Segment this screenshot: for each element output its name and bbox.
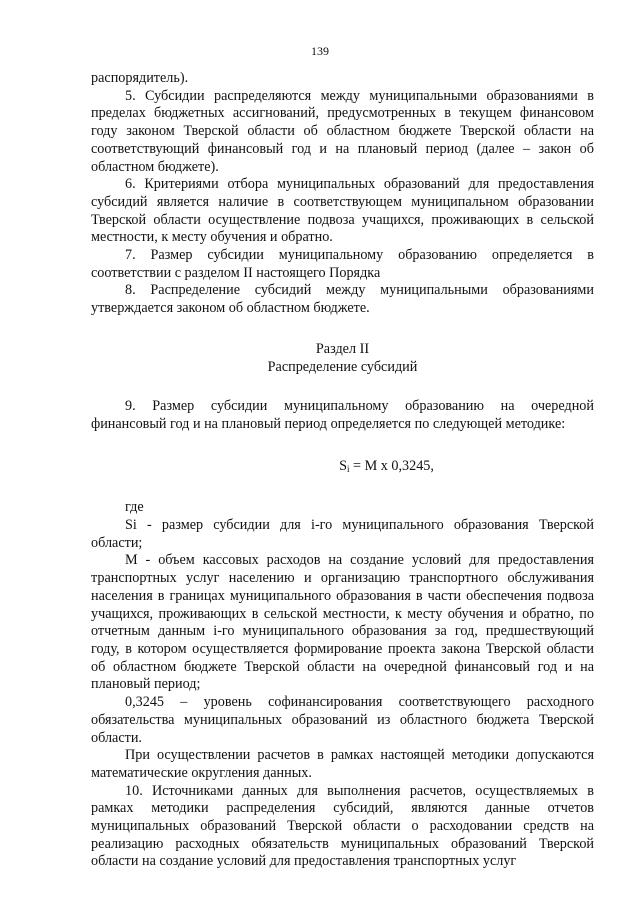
spacer [91, 376, 594, 398]
formula-rhs: = M x 0,3245, [349, 457, 434, 474]
where-label: где [125, 499, 144, 516]
document-body [91, 70, 594, 871]
spacer [91, 475, 594, 499]
formula-subscript: i [346, 463, 350, 474]
paragraph-continuation: распорядитель). [91, 70, 189, 86]
section-number: Раздел II [315, 340, 370, 357]
page-number: 139 [311, 44, 329, 58]
paragraph-7: 7. Размер субсидии муниципальному образованию определяется в соответствии с разделом II настоящего Порядка [91, 247, 594, 281]
paragraph-5: 5. Субсидии распределяются между муниципальными образованиями в пределах бюджетных ассигнований, предусмотренных в текущем финансовом году законом Тверской области об областном бюджете Тверской области на соответствующий финансовый год и на плановый период (далее – закон об областном бюджете). [91, 87, 594, 175]
paragraph-6: 6. Критериями отбора муниципальных образований для предоставления субсидий является наличие в соответствующем муниципальном образовании Тверской области осуществление подвоза учащихся, проживающих в сельской местности, к месту обучения и обратно. [91, 176, 594, 246]
formula-lhs: S [339, 457, 347, 474]
section-title: Распределение субсидий [267, 358, 418, 375]
paragraph-8: 8. Распределение субсидий между муниципальными образованиями утверждается законом об областном бюджете. [91, 282, 594, 317]
rounding-note: При осуществлении расчетов в рамках настоящей методики допускаются математические округления данных. [91, 747, 594, 781]
paragraph-9: 9. Размер субсидии муниципальному образованию на очередной финансовый год и на плановый период определяется по следующей методике: [91, 398, 594, 432]
spacer [91, 434, 594, 458]
formula [91, 458, 594, 476]
spacer [91, 318, 594, 341]
paragraph-10: 10. Источниками данных для выполнения расчетов, осуществляемых в рамках методики распределения субсидий, являются данные отчетов муниципальных образований Тверской области о расходовании средств на реализацию расходных обязательств муниципальных образований Тверской области на создание условий для предоставления транспортных услуг [91, 782, 594, 870]
definition-m: M - объем кассовых расходов на создание условий для предоставления транспортных услуг населению и организацию транспортного обслуживания населения в границах муниципального образования в части обеспечения подвоза учащихся, проживающих в сельской местности, к месту обучения и обратно, по отчетным данным i-го муниципального образования за год, предшествующий году, в котором осуществляется формирование проекта закона Тверской области об областном бюджете Тверской области на очередной финансовый год и на плановый период; [91, 552, 594, 693]
definition-coefficient: 0,3245 – уровень софинансирования соответствующего расходного обязательства муниципальных образований из областного бюджета Тверской области. [91, 694, 594, 746]
definition-si: Si - размер субсидии для i-го муниципального образования Тверской области; [91, 517, 594, 551]
